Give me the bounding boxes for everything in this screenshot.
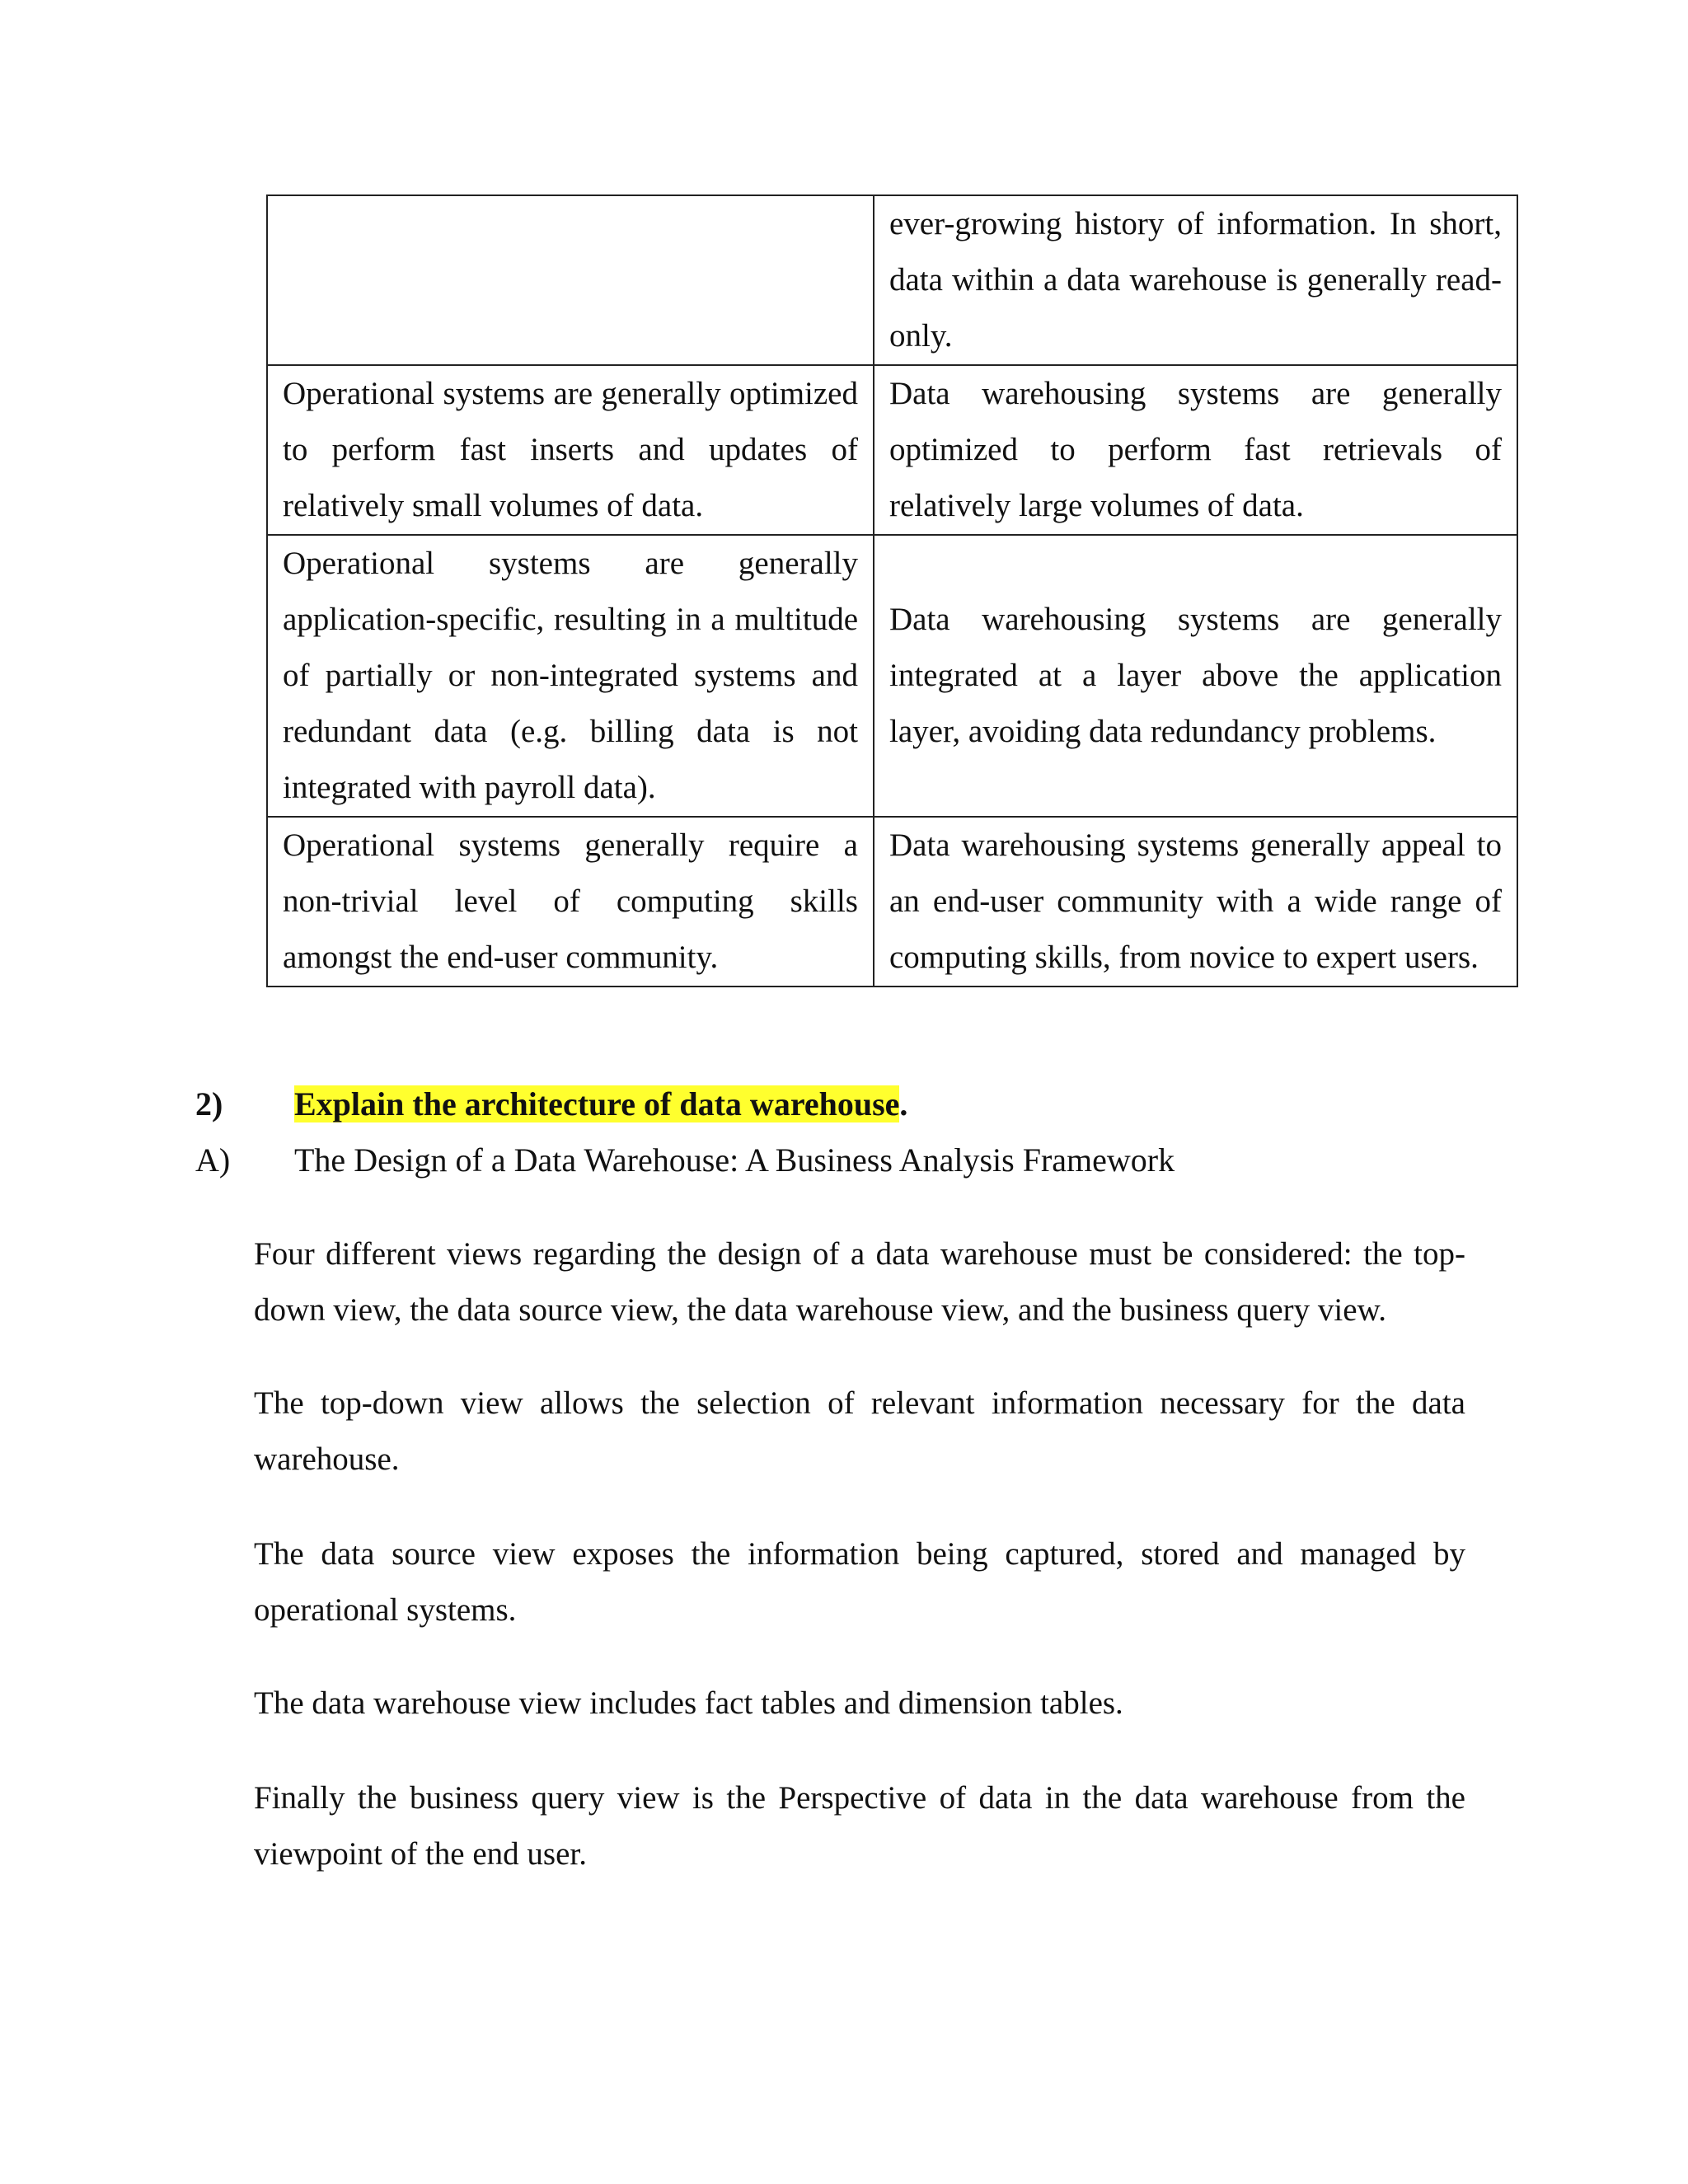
comparison-table bbox=[266, 194, 1518, 987]
table-row bbox=[267, 535, 1517, 817]
paragraph: The data warehouse view includes fact tables and dimension tables. bbox=[254, 1685, 1123, 1721]
answer-heading-text: The Design of a Data Warehouse: A Business Analysis Framework bbox=[294, 1141, 1175, 1179]
question-text-highlighted: Explain the architecture of data warehouse bbox=[294, 1085, 900, 1122]
question-number: 2) bbox=[195, 1085, 223, 1122]
paragraph: The data source view exposes the information being captured, stored and managed by operational systems. bbox=[254, 1536, 1465, 1628]
paragraph: The top-down view allows the selection of relevant information necessary for the data warehouse. bbox=[254, 1385, 1465, 1477]
warehouse-cell: Data warehousing systems generally appeal to an end-user community with a wide range of computing skills, from novice to expert users. bbox=[874, 817, 1517, 987]
paragraph: Four different views regarding the design of a data warehouse must be considered: the top-down view, the data source view, the data warehouse view, and the business query view. bbox=[254, 1236, 1465, 1328]
question-heading bbox=[195, 1076, 907, 1132]
question-trailing-period: . bbox=[899, 1085, 908, 1122]
warehouse-cell: Data warehousing systems are generally optimized to perform fast retrievals of relatively large volumes of data. bbox=[874, 365, 1517, 535]
table-row bbox=[267, 195, 1517, 365]
operational-cell: Operational systems are generally application-specific, resulting in a multitude of partially or non-integrated systems and redundant data (e.g. billing data is not integrated with payroll data). bbox=[267, 535, 874, 817]
warehouse-cell: Data warehousing systems are generally integrated at a layer above the application layer, avoiding data redundancy problems. bbox=[874, 535, 1517, 817]
operational-cell: Operational systems generally require a non-trivial level of computing skills amongst the end-user community. bbox=[267, 817, 874, 987]
operational-cell: Operational systems are generally optimized to perform fast inserts and updates of relatively small volumes of data. bbox=[267, 365, 874, 535]
table-row bbox=[267, 817, 1517, 987]
answer-heading bbox=[195, 1132, 1175, 1188]
warehouse-cell: ever-growing history of information. In short, data within a data warehouse is generally read-only. bbox=[874, 195, 1517, 365]
paragraph: Finally the business query view is the Perspective of data in the data warehouse from the viewpoint of the end user. bbox=[254, 1780, 1465, 1872]
answer-number: A) bbox=[195, 1141, 231, 1179]
operational-cell bbox=[267, 195, 874, 365]
table-row bbox=[267, 365, 1517, 535]
